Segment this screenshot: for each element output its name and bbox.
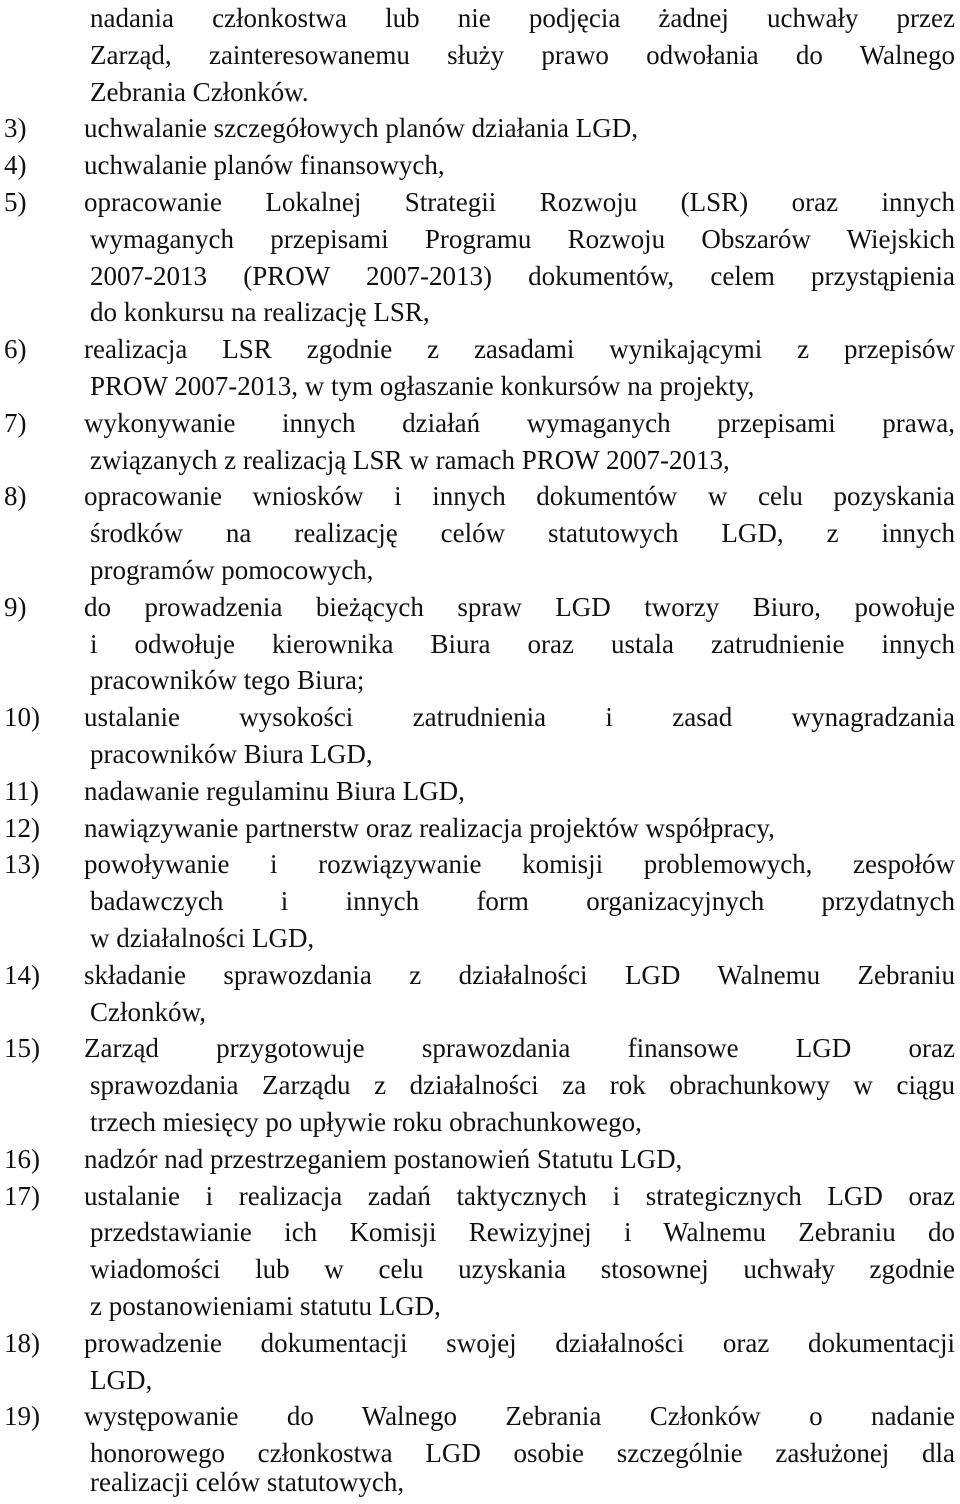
item-number: 4) — [4, 150, 27, 181]
item-number: 17) — [4, 1180, 40, 1211]
list-item — [4, 1141, 955, 1178]
item-number: 11) — [4, 775, 39, 806]
list-item — [4, 810, 955, 847]
item-text: związanych z realizacją LSR w ramach PROW 2007-2013, — [90, 444, 730, 475]
item-text: ustalanie wysokości zatrudnienia i zasad wynagradzania — [84, 702, 955, 733]
item-text: realizacja LSR zgodnie z zasadami wynikającymi z przepisów — [84, 334, 955, 365]
item-text: występowanie do Walnego Zebrania Członków o nadanie — [84, 1401, 955, 1432]
item-text: opracowanie Lokalnej Strategii Rozwoju (LSR) oraz innych — [84, 187, 955, 217]
intro-line: nadania członkostwa lub nie podjęcia żadnej uchwały przez — [90, 3, 955, 33]
item-text: wymaganych przepisami Programu Rozwoju Obszarów Wiejskich — [90, 223, 955, 254]
list-item — [4, 1325, 955, 1362]
item-text: nawiązywanie partnerstw oraz realizacja projektów współpracy, — [84, 812, 775, 843]
item-text: prowadzenie dokumentacji swojej działalności oraz dokumentacji — [84, 1327, 955, 1358]
item-text: w działalności LGD, — [90, 923, 315, 953]
item-number: 9) — [4, 591, 27, 622]
item-text: pracowników tego Biura; — [90, 665, 365, 696]
item-text: opracowanie wniosków i innych dokumentów w celu pozyskania — [84, 481, 955, 512]
item-text: do konkursu na realizację LSR, — [90, 297, 430, 328]
item-text: składanie sprawozdania z działalności LGD Walnemu Zebraniu — [84, 959, 955, 990]
item-text: honorowego członkostwa LGD osobie szczególnie zasłużonej dla — [90, 1438, 955, 1469]
list-item — [4, 1178, 955, 1215]
list-item — [4, 184, 955, 221]
item-text: Członków, — [90, 996, 206, 1027]
item-number: 10) — [4, 702, 40, 733]
list-item — [4, 478, 955, 515]
item-text: Zarząd przygotowuje sprawozdania finansowe LGD oraz — [84, 1033, 955, 1064]
item-text: z postanowieniami statutu LGD, — [90, 1291, 441, 1321]
item-number: 3) — [4, 113, 27, 144]
item-text: pracowników Biura LGD, — [90, 739, 373, 769]
list-item — [4, 1030, 955, 1067]
item-text: PROW 2007-2013, w tym ogłaszanie konkursów na projekty, — [90, 371, 755, 401]
item-number: 5) — [4, 187, 27, 217]
list-item — [4, 110, 955, 147]
item-text: środków na realizację celów statutowych LGD, z innych — [90, 518, 955, 549]
item-number: 15) — [4, 1033, 40, 1064]
item-text: do prowadzenia bieżących spraw LGD tworzy Biuro, powołuje — [84, 591, 955, 622]
item-number: 6) — [4, 334, 27, 365]
item-number: 16) — [4, 1143, 40, 1174]
item-number: 14) — [4, 959, 40, 990]
list-item — [4, 589, 955, 626]
item-text: i odwołuje kierownika Biura oraz ustala zatrudnienie innych — [90, 628, 955, 659]
item-text: uchwalanie szczegółowych planów działania LGD, — [84, 113, 639, 144]
list-item — [4, 331, 955, 368]
item-text: LGD, — [90, 1364, 153, 1395]
item-text: przedstawianie ich Komisji Rewizyjnej i Walnemu Zebraniu do — [90, 1217, 955, 1248]
list-item — [4, 147, 955, 184]
item-number: 18) — [4, 1327, 40, 1358]
list-item — [4, 405, 955, 442]
item-text: programów pomocowych, — [90, 555, 374, 585]
list-item — [4, 773, 955, 810]
item-text: nadawanie regulaminu Biura LGD, — [84, 775, 465, 806]
item-text: powoływanie i rozwiązywanie komisji problemowych, zespołów — [84, 849, 955, 880]
item-number: 12) — [4, 812, 40, 843]
intro-line: Zebrania Członków. — [90, 76, 309, 107]
list-item — [4, 1398, 955, 1435]
item-text: nadzór nad przestrzeganiem postanowień Statutu LGD, — [84, 1143, 683, 1174]
item-text: sprawozdania Zarządu z działalności za rok obrachunkowy w ciągu — [90, 1070, 955, 1101]
item-text: trzech miesięcy po upływie roku obrachunkowego, — [90, 1107, 642, 1137]
item-text: ustalanie i realizacja zadań taktycznych i strategicznych LGD oraz — [84, 1180, 955, 1211]
list-item — [4, 699, 955, 736]
item-number: 7) — [4, 407, 27, 438]
item-number: 13) — [4, 849, 40, 880]
list-item — [4, 846, 955, 883]
item-text: badawczych i innych form organizacyjnych przydatnych — [90, 886, 955, 917]
item-text: realizacji celów statutowych, — [90, 1467, 405, 1497]
item-text: 2007-2013 (PROW 2007-2013) dokumentów, celem przystąpienia — [90, 260, 955, 291]
list-item — [4, 957, 955, 994]
item-text: wykonywanie innych działań wymaganych przepisami prawa, — [84, 407, 955, 438]
intro-line: Zarząd, zainteresowanemu służy prawo odwołania do Walnego — [90, 39, 955, 70]
item-number: 19) — [4, 1401, 40, 1432]
item-text: uchwalanie planów finansowych, — [84, 150, 445, 181]
item-text: wiadomości lub w celu uzyskania stosownej uchwały zgodnie — [90, 1254, 955, 1285]
item-number: 8) — [4, 481, 27, 512]
